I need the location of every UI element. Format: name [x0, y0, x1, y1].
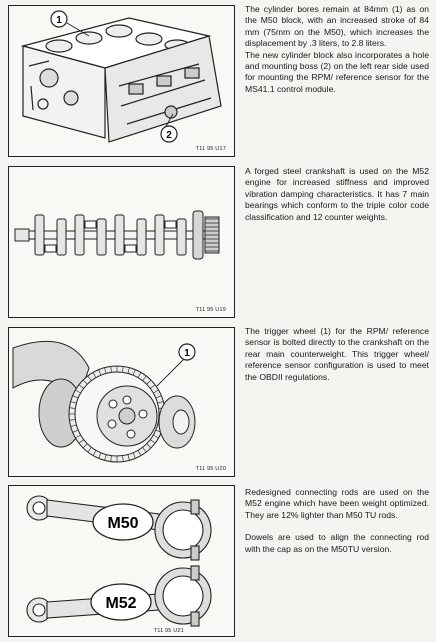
figure-caption: T11 95 U20: [195, 466, 226, 472]
paragraph: Redesigned connecting rods are used on the M52 engine which have been weight optimized. They are 12% lighter than M50 TU rods.: [245, 487, 429, 520]
callout-1-trigger-wheel: [157, 344, 195, 386]
figure-crankshaft: [8, 166, 235, 318]
figure-caption: T11 95 U19: [195, 307, 226, 313]
paragraph: Dowels are used to align the connecting rod with the cap as on the M50TU version.: [245, 532, 429, 554]
callout-1-bores: [51, 11, 89, 36]
figure-engine-block: [8, 5, 235, 157]
figure-caption: T11 95 U17: [195, 146, 226, 152]
callout-2-label: 2: [166, 130, 172, 141]
figure-connecting-rods: [8, 485, 235, 637]
callout-1-label: 1: [184, 348, 190, 359]
paragraph: The trigger wheel (1) for the RPM/ reference sensor is bolted directly to the crankshaft on the rear main counterweight. This trigger wheel/ reference sensor configuration is used to meet the OBDII regulations.: [245, 326, 429, 382]
connecting-rods-illustration: [9, 486, 235, 637]
section-trigger-wheel-text: [245, 326, 429, 383]
figure-trigger-wheel: [8, 327, 235, 477]
rod-label-m50: [93, 504, 153, 540]
svg-text:M52: M52: [105, 595, 137, 612]
paragraph: A forged steel crankshaft is used on the M52 engine for increased stiffness and improved vibration damping characteristics. It has 7 main bearings which conform to the triple color code classification and 12 counter weights.: [245, 166, 429, 222]
svg-text:M50: M50: [107, 515, 139, 532]
paragraph: The cylinder bores remain at 84mm (1) as on the M50 block, with an increased stroke of 84 mm (75mm on the M50), which increases the displacement by .3 liters, to 2.8 liters.: [245, 4, 429, 49]
crankshaft-illustration: [9, 167, 235, 318]
section-crankshaft-text: [245, 166, 429, 223]
paragraph: The new cylinder block also incorporates a hole and mounting boss (2) on the left rear side used for mounting the RPM/ reference sensor for the MS41.1 control module.: [245, 49, 429, 94]
callout-1-label: 1: [56, 15, 62, 26]
trigger-wheel-illustration: [9, 328, 235, 477]
section-engine-block-text: [245, 4, 429, 95]
figure-caption: T11 95 U21: [153, 628, 184, 634]
section-connecting-rods-text: [245, 487, 429, 555]
engine-block-illustration: [9, 6, 235, 157]
rod-label-m52: [91, 584, 151, 620]
